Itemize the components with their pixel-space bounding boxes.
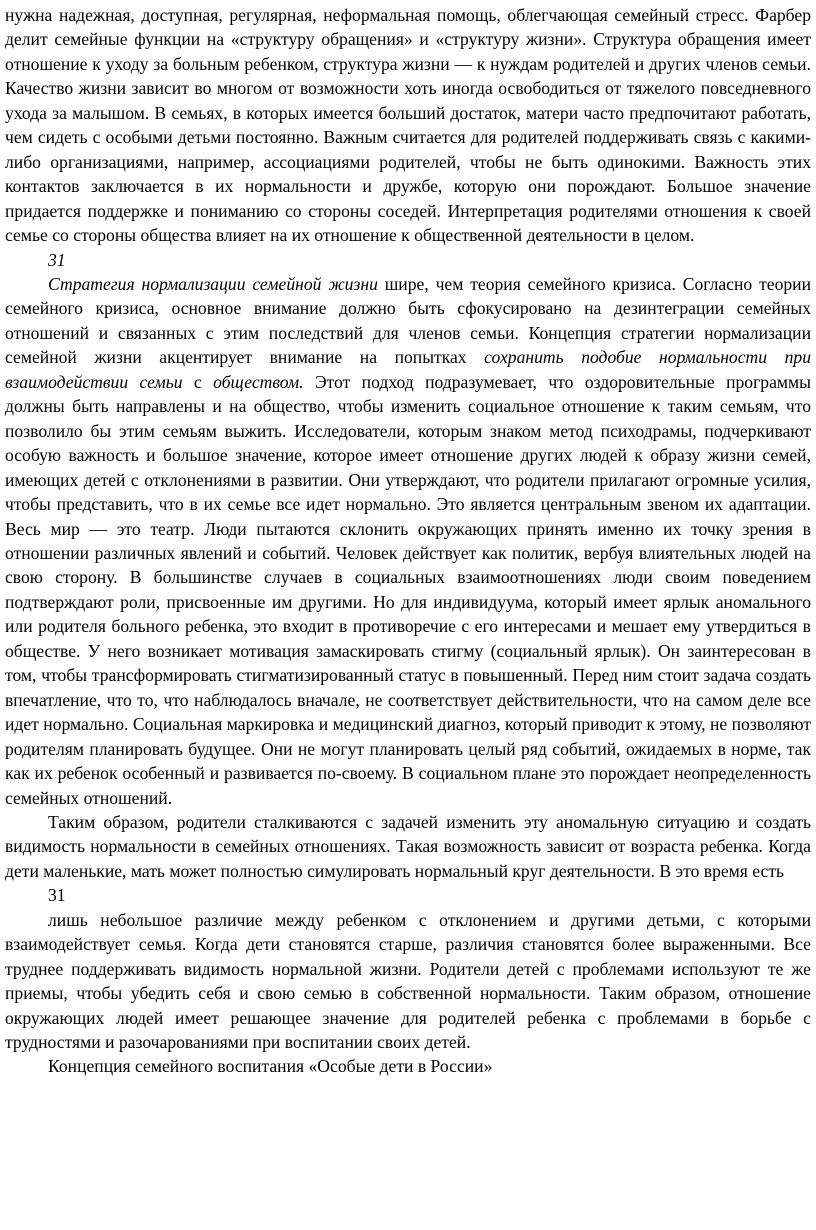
paragraph-2-text-b: с — [182, 371, 214, 392]
paragraph-2-italic-mid: сохранить подобие нормальности при взаимодействии семьи — [5, 347, 811, 392]
section-title: Концепция семейного воспитания «Особые дети в России» — [48, 1056, 493, 1077]
paragraph-2 — [5, 272, 811, 810]
paragraph-2-text-a: шире, чем теория семейного кризиса. Согласно теории семейного кризиса, основное внимание должно быть сфокусировано на дезинтеграции семейных отношений и связанных с этим последствий для членов семьи. Концепция стратегии нормализации семейной жизни акцентирует внимание на попытках — [5, 273, 811, 368]
paragraph-4: лишь небольшое различие между ребенком с отклонением и другими детьми, с которыми взаимодействует семья. Когда дети становятся старше, различия становятся более выраженными. Все труднее поддерживать видимость нормальной жизни. Родители детей с проблемами используют те же приемы, чтобы убедить себя и свою семью в собственной нормальности. Таким образом, отношение окружающих людей имеет решающее значение для родителей ребенка с проблемами в борьбе с трудностями и разочарованиями при воспитании своих детей. — [5, 909, 811, 1053]
paragraph-3: Таким образом, родители сталкиваются с задачей изменить эту аномальную ситуацию и создать видимость нормальности в семейных отношениях. Такая возможность зависит от возраста ребенка. Когда дети маленькие, мать может полностью симулировать нормальный круг деятельности. В это время есть — [5, 811, 811, 881]
page-number-2: 31 — [48, 885, 66, 906]
page-number-1: 31 — [48, 249, 66, 270]
paragraph-2-text-c: Этот подход подразумевает, что оздоровительные программы должны быть направлены и на общество, чтобы изменить социальное отношение к таким семьям, что позволило бы этим семьям выжить. Исследователи, которым знаком метод психодрамы, подчеркивают особую важность и большое значение, которое имеет отношение других людей к образу жизни семей, имеющих детей с отклонениями в развитии. Они утверждают, что родители прилагают огромные усилия, чтобы представить, что в их семье все идет нормально. Это является центральным звеном их адаптации. Весь мир — это театр. Люди пытаются склонить окружающих принять именно их точку зрения в отношении различных явлений и событий. Человек действует как политик, вербуя влиятельных людей на свою сторону. В большинстве случаев в социальных взаимоотношениях люди своим поведением подтверждают роли, присвоенные им другими. Но для индивидуума, который имеет ярлык аномального или родителя больного ребенка, это входит в противоречие с его интересами и мешает ему утвердиться в обществе. У него возникает мотивация замаскировать стигму (социальный ярлык). Он заинтересован в том, чтобы трансформировать стигматизированный статус в повышенный. Перед ним стоит задача создать впечатление, что то, что наблюдалось вначале, не соответствует действительности, что на самом деле все идет нормально. Социальная маркировка и медицинский диагноз, который приводит к этому, не позволяют родителям планировать будущее. Они не могут планировать целый ряд событий, ожидаемых в норме, так как их ребенок особенный и развивается по-своему. В социальном плане это порождает неопределенность семейных отношений. — [5, 371, 811, 808]
paragraph-2-italic-end: обществом. — [213, 371, 304, 392]
paragraph-1: нужна надежная, доступная, регулярная, неформальная помощь, облегчающая семейный стресс. Фарбер делит семейные функции на «структуру обращения» и «структуру жизни». Структура обращения имеет отношение к уходу за больным ребенком, структура жизни — к нуждам родителей и других членов семьи. Качество жизни зависит во многом от возможности хоть иногда освободиться от тяжелого повседневного ухода за малышом. В семьях, в которых имеется больший достаток, матери часто предпочитают работать, чем сидеть с особыми детьми постоянно. Важным считается для родителей поддерживать связь с какими-либо организациями, например, ассоциациями родителей, чтобы не быть одинокими. Важность этих контактов заключается в их нормальности и дружбе, которую они порождают. Большое значение придается поддержке и пониманию со стороны соседей. Интерпретация родителями отношения к своей семье со стороны общества влияет на их отношение к общественной деятельности в целом. — [5, 5, 811, 246]
paragraph-2-italic-lead: Стратегия нормализации семейной жизни — [48, 273, 378, 294]
